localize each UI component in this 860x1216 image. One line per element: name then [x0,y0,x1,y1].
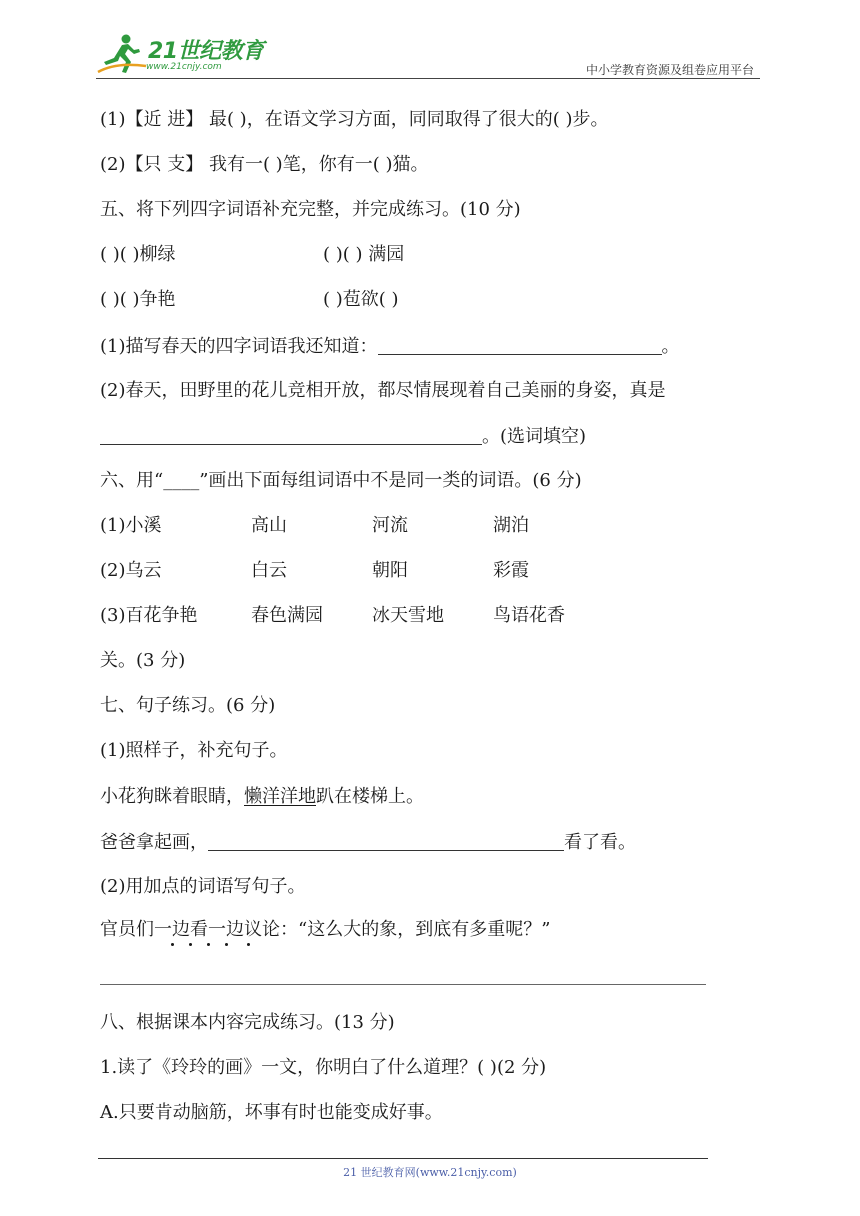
s8-option-a: A.只要肯动脑筋，坏事有时也能变成好事。 [100,1102,443,1123]
footer-divider [98,1158,708,1159]
s6-r1-c1: (1)小溪 [100,515,162,536]
emphasis-dot [247,943,250,946]
runner-icon [96,32,148,76]
s7-q1: (1)照样子，补充句子。 [100,740,288,761]
s6-r1-c2: 高山 [251,515,287,536]
s5-q1 [100,334,680,359]
s6-r2-c1: (2)乌云 [100,560,162,581]
s6-r2-c4: 彩霞 [493,560,529,581]
s7-sentence: 官员们一边看一边议论：“这么大的象，到底有多重呢？” [100,919,551,940]
header-divider [96,78,760,79]
s7-example [100,785,424,809]
site-logo [96,32,266,78]
s7-fill-post: 看了看。 [564,832,636,853]
s6-r3-c4: 鸟语花香 [493,605,565,626]
s6-r1-c4: 湖泊 [493,515,529,536]
s7-fill [100,830,636,855]
emphasis-dot [225,943,228,946]
s6-title: 六、用“____”画出下面每组词语中不是同一类的词语。(6 分) [100,470,582,491]
emphasis-dot [189,943,192,946]
s4-q2: (2)【只 支】 我有一( )笔，你有一( )猫。 [100,154,429,175]
s8-q1: 1.读了《玲玲的画》一文，你明白了什么道理？( )(2 分) [100,1057,547,1078]
s5-title: 五、将下列四字词语补充完整，并完成练习。(10 分) [100,199,521,220]
s7-example-underlined: 懒洋洋地 [244,786,316,807]
s5-row2-a: ( )( )争艳 [100,289,176,310]
emphasis-dot [207,943,210,946]
s5-q1-blank[interactable] [378,334,662,355]
s6-r1-c3: 河流 [372,515,408,536]
s6-r3-c3: 冰天雪地 [372,605,444,626]
s5-q2-end: 。(选词填空) [482,426,587,447]
s6-tail: 关。(3 分) [100,650,186,671]
s6-r2-c2: 白云 [251,560,287,581]
s7-title: 七、句子练习。(6 分) [100,695,276,716]
s7-example-post: 趴在楼梯上。 [316,786,424,807]
s5-row2-b: ( )苞欲( ) [323,289,399,310]
s7-fill-blank[interactable] [208,830,564,851]
s8-title: 八、根据课本内容完成练习。(13 分) [100,1012,395,1033]
s7-answer-line[interactable] [100,984,706,985]
page-header [96,32,760,80]
s5-q2-cont [100,424,586,449]
s7-fill-pre: 爸爸拿起画， [100,832,208,853]
s6-r2-c3: 朝阳 [372,560,408,581]
s6-r3-c1: (3)百花争艳 [100,605,198,626]
emphasis-dot [171,943,174,946]
page-footer: 21 世纪教育网(www.21cnjy.com) [343,1166,517,1179]
s4-q1: (1)【近 进】 最( )，在语文学习方面，同同取得了很大的( )步。 [100,109,609,130]
s5-q1-text: (1)描写春天的四字词语我还知道： [100,336,378,357]
s6-r3-c2: 春色满园 [251,605,323,626]
s5-q2: (2)春天，田野里的花儿竞相开放，都尽情展现着自己美丽的身姿，真是 [100,380,666,401]
s5-q1-end: 。 [661,336,680,357]
s7-example-pre: 小花狗眯着眼睛， [100,786,244,807]
s5-row1-a: ( )( )柳绿 [100,244,176,265]
s7-q2: (2)用加点的词语写句子。 [100,876,306,897]
s5-row1-b: ( )( ) 满园 [323,244,405,265]
s5-q2-blank[interactable] [100,424,482,445]
logo-title: 21世纪教育 [148,39,264,64]
logo-url: www.21cnjy.com [146,62,222,72]
platform-name: 中小学教育资源及组卷应用平台 [585,63,754,77]
